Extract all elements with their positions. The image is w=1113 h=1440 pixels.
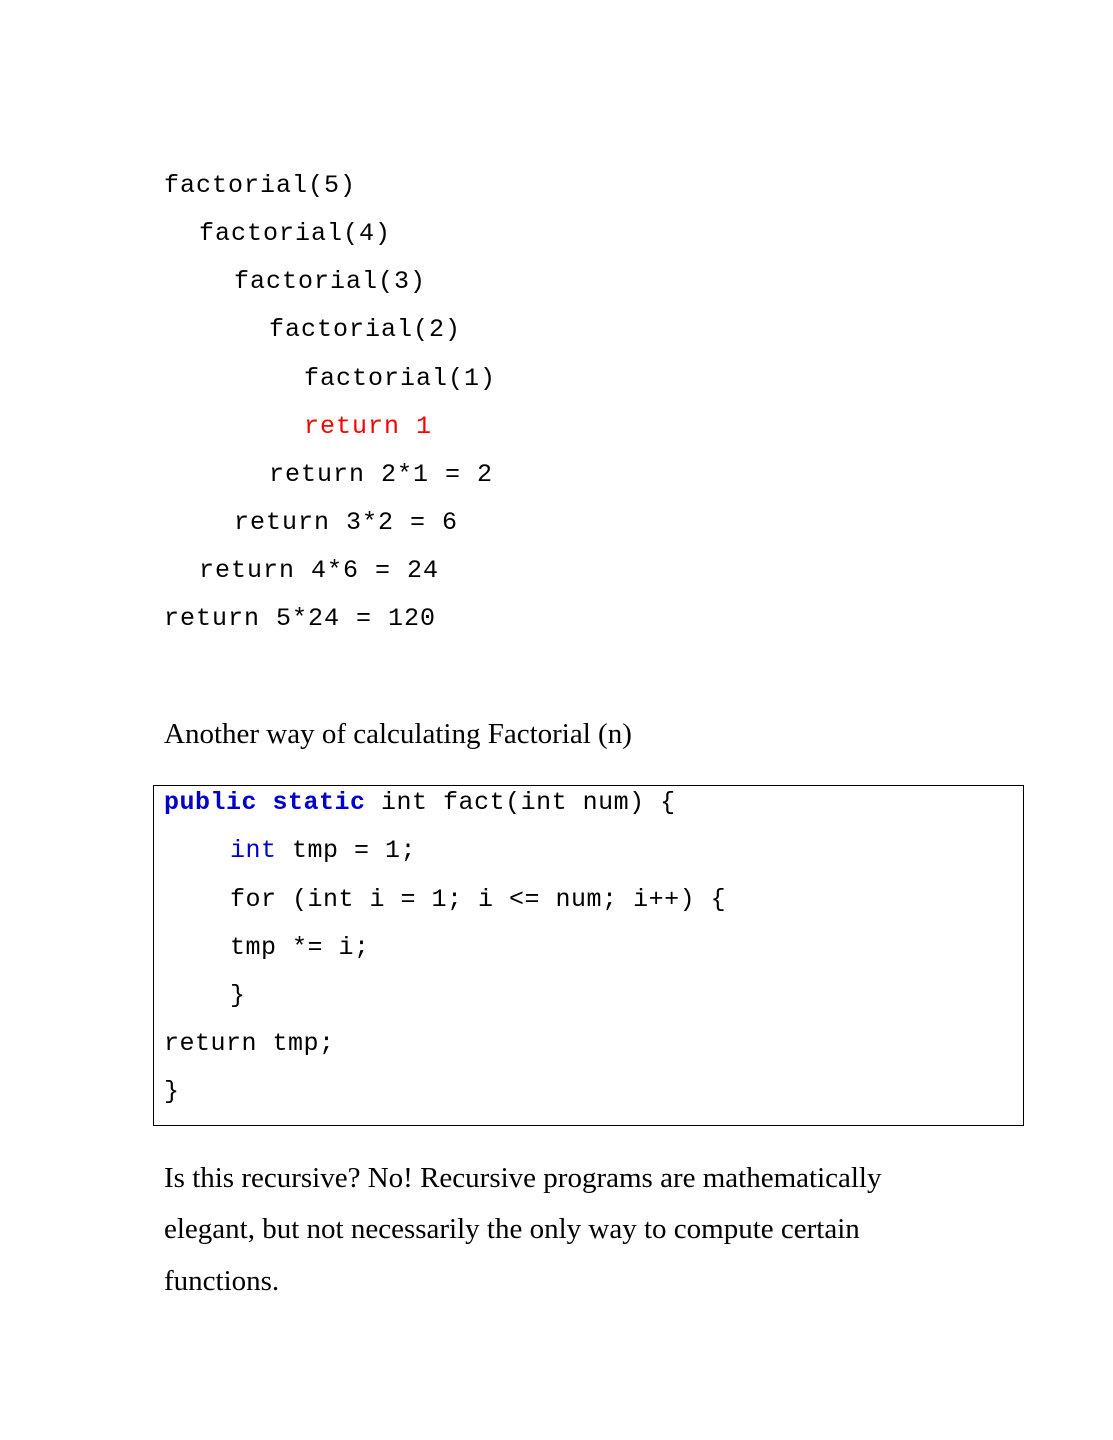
code-line: } bbox=[164, 1077, 180, 1106]
code-text: tmp = 1; bbox=[276, 836, 417, 865]
trace-line: factorial(3) bbox=[234, 267, 427, 296]
trace-line: return 3*2 = 6 bbox=[234, 508, 459, 537]
code-block bbox=[153, 785, 1024, 1126]
trace-line: return 5*24 = 120 bbox=[164, 604, 437, 633]
code-keyword: public bbox=[164, 788, 258, 817]
code-line: } bbox=[230, 981, 246, 1010]
code-line bbox=[164, 788, 676, 818]
trace-line: return 2*1 = 2 bbox=[269, 460, 494, 489]
code-line bbox=[230, 836, 416, 866]
trace-line: factorial(2) bbox=[269, 315, 462, 344]
trace-line: return 4*6 = 24 bbox=[199, 556, 440, 585]
paragraph-line: Is this recursive? No! Recursive programs are mathematically bbox=[164, 1162, 882, 1194]
paragraph-line: functions. bbox=[164, 1265, 280, 1297]
code-line: return tmp; bbox=[164, 1029, 335, 1058]
code-keyword: int bbox=[230, 836, 277, 865]
trace-line: factorial(4) bbox=[199, 219, 392, 248]
section-heading: Another way of calculating Factorial (n) bbox=[164, 718, 632, 750]
code-text: int fact(int num) { bbox=[365, 788, 676, 817]
paragraph-line: elegant, but not necessarily the only way to compute certain bbox=[164, 1213, 860, 1245]
trace-line: factorial(1) bbox=[304, 364, 497, 393]
trace-line: factorial(5) bbox=[164, 171, 357, 200]
trace-line-base-case: return 1 bbox=[304, 412, 433, 441]
code-line: tmp *= i; bbox=[230, 933, 370, 962]
code-line: for (int i = 1; i <= num; i++) { bbox=[230, 885, 727, 914]
code-keyword: static bbox=[272, 788, 366, 817]
